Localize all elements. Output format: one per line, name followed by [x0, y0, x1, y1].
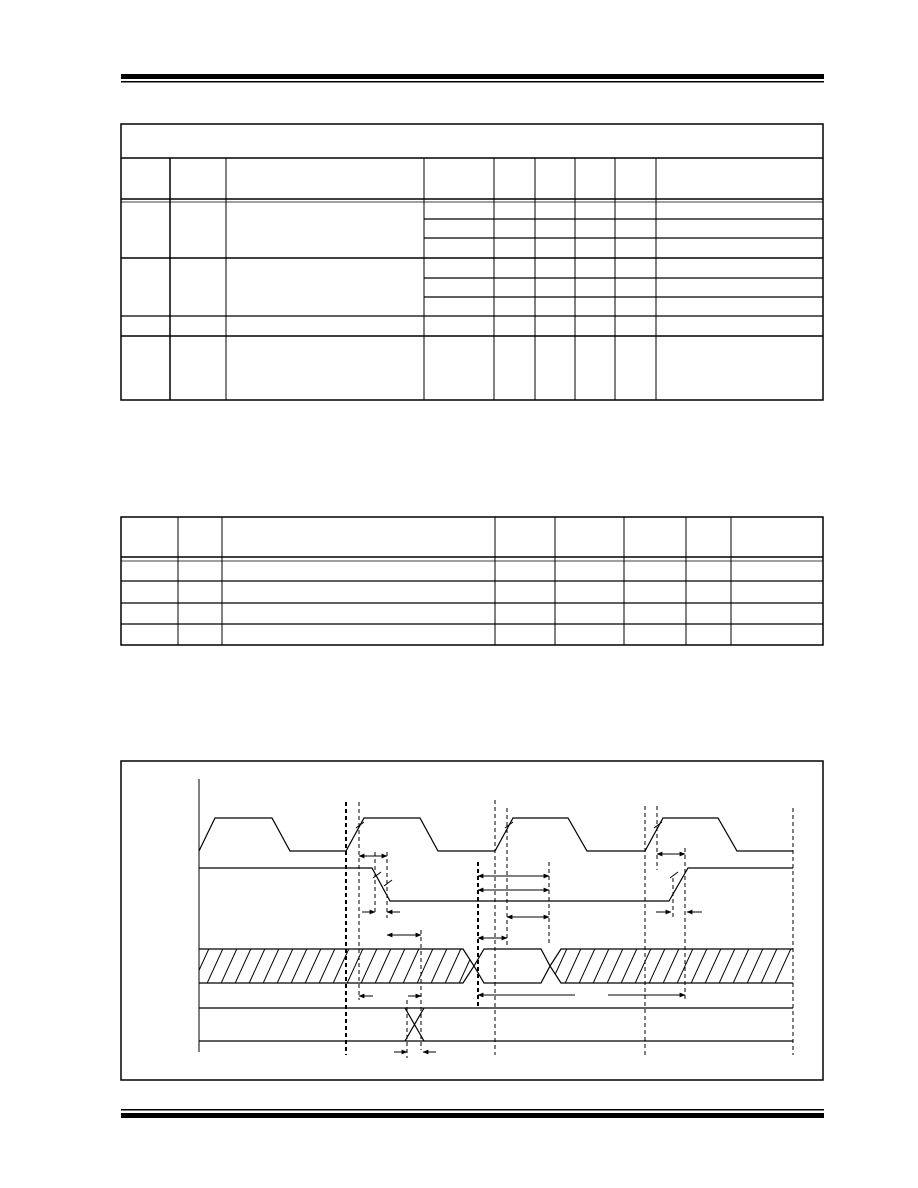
footer-rule — [121, 1109, 824, 1118]
timing-reference-lines — [346, 800, 793, 1058]
parameter-table-2 — [121, 517, 823, 645]
clock-waveform — [199, 818, 793, 851]
timing-arrows — [359, 854, 685, 938]
select-waveform — [199, 868, 793, 901]
parameter-table-1 — [121, 124, 823, 400]
header-rule — [121, 74, 824, 83]
timing-diagram-frame — [121, 761, 823, 1080]
output-waveform — [199, 1008, 793, 1041]
timing-diagram — [121, 761, 823, 1080]
data-bus-waveform — [190, 942, 794, 990]
